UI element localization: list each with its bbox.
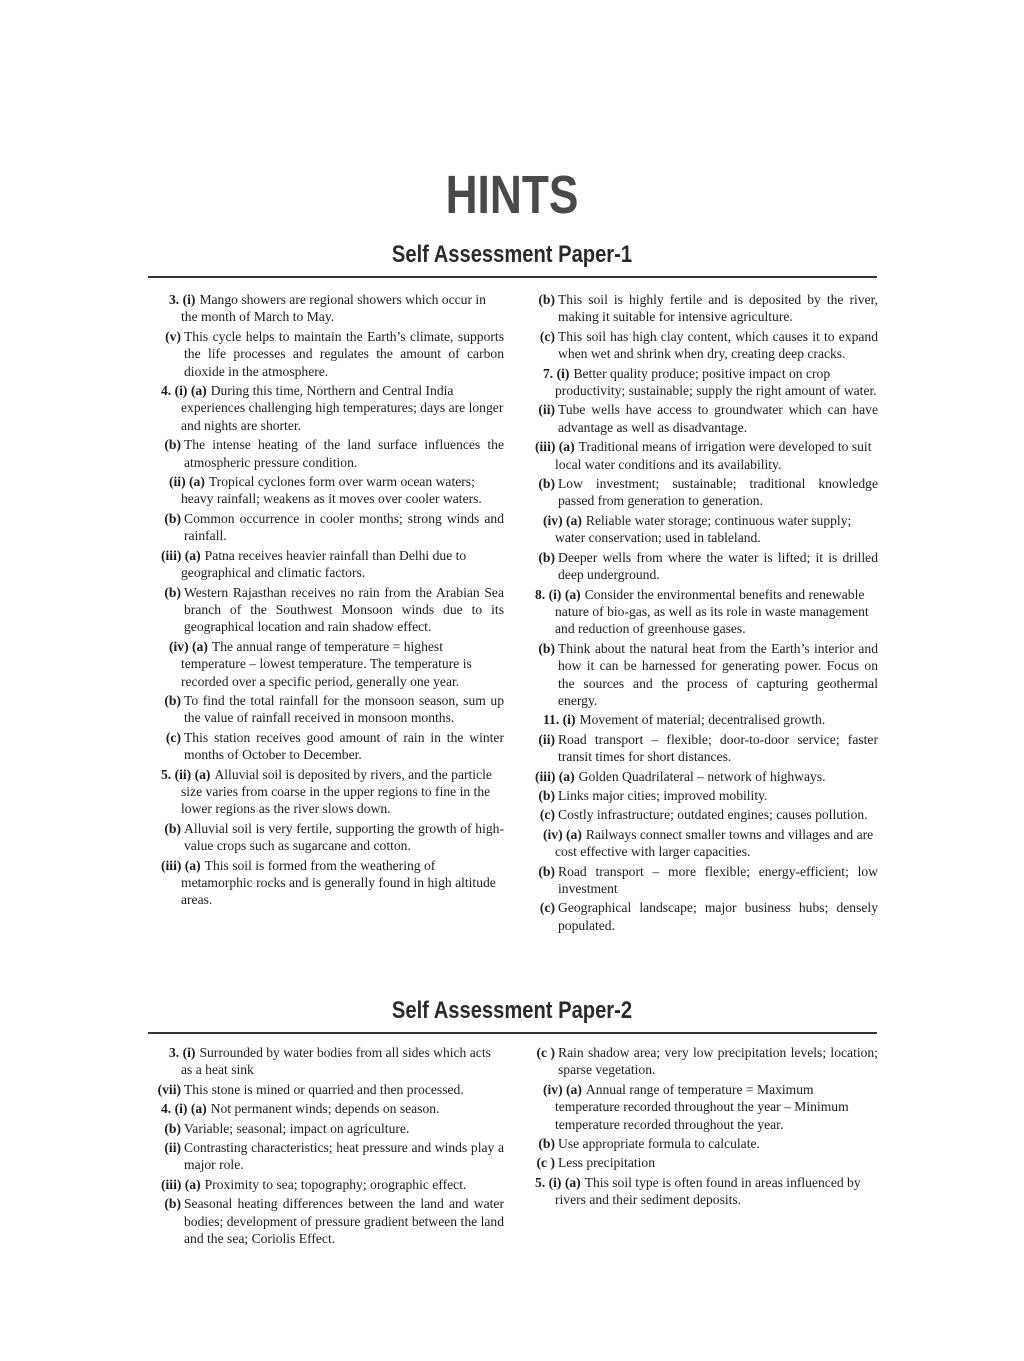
hint-number: (iv) (a) xyxy=(169,638,208,654)
hint-text: Better quality produce; positive impact on crop productivity; sustainable; supply the right amount of water. xyxy=(555,365,877,399)
hint-number: (iii) (a) xyxy=(161,1176,201,1192)
hint-text: Costly infrastructure; outdated engines; causes pollution. xyxy=(558,807,868,823)
hint-text: This soil has high clay content, which causes it to expand when wet and shrink when dry, creating deep cracks. xyxy=(558,328,878,362)
hint-item xyxy=(522,1174,878,1209)
hint-item xyxy=(148,638,504,690)
hint-text: Railways connect smaller towns and villages and are cost effective with larger capacities. xyxy=(555,826,874,860)
hint-number: (b) xyxy=(538,787,555,803)
hint-item xyxy=(148,328,504,380)
hint-text: Traditional means of irrigation were developed to suit local water conditions and its availability. xyxy=(555,439,872,472)
hint-number: (c) xyxy=(539,807,555,823)
hint-text: Rain shadow area; very low precipitation levels; location; sparse vegetation. xyxy=(558,1045,878,1078)
hint-number: (iii) (a) xyxy=(535,439,575,455)
hint-item xyxy=(522,1044,878,1079)
hint-text: Proximity to sea; topography; orographic effect. xyxy=(204,1176,467,1192)
hint-item xyxy=(148,766,504,818)
hint-item xyxy=(522,826,878,861)
hint-item xyxy=(522,1154,878,1171)
hint-item xyxy=(148,692,504,727)
hint-number: (iv) (a) xyxy=(543,512,582,528)
hint-item xyxy=(522,401,878,436)
hint-text: Golden Quadrilateral – network of highways. xyxy=(578,768,826,784)
hint-text: Less precipitation xyxy=(558,1155,656,1171)
hint-text: Mango showers are regional showers which occur in the month of March to May. xyxy=(181,292,486,325)
hint-text: Low investment; sustainable; traditional knowledge passed from generation to generation. xyxy=(558,476,878,509)
hint-text: Use appropriate formula to calculate. xyxy=(558,1136,760,1152)
hint-item xyxy=(148,510,504,545)
hint-item xyxy=(148,1139,504,1174)
hint-item xyxy=(522,899,878,934)
hint-text: Western Rajasthan receives no rain from the Arabian Sea branch of the Southwest Monsoon winds due to its geographical location and rain shadow effect. xyxy=(184,584,504,635)
hint-text: To find the total rainfall for the monsoon season, sum up the value of rainfall received in monsoon months. xyxy=(184,692,504,726)
hint-item xyxy=(522,1135,878,1152)
hint-number: 8. (i) (a) xyxy=(535,586,581,602)
hint-number: (b) xyxy=(538,863,555,879)
hint-number: (ii) xyxy=(538,731,555,747)
paper-1-right-column xyxy=(522,291,878,936)
hint-number: (b) xyxy=(164,437,181,453)
hint-number: (c ) xyxy=(536,1155,555,1171)
hint-text: This station receives good amount of rain in the winter months of October to December. xyxy=(184,729,504,763)
hint-text: Patna receives heavier rainfall than Delhi due to geographical and climatic factors. xyxy=(181,547,467,581)
hint-number: (ii) xyxy=(538,402,555,418)
hint-text: Think about the natural heat from the Earth’s interior and how it can be harnessed for generating power. Focus on the sources and the process of capturing geothermal energy. xyxy=(558,640,878,708)
paper-2-right-column xyxy=(522,1044,878,1211)
hint-item xyxy=(522,787,878,804)
hint-item xyxy=(148,1081,504,1098)
hint-text: Common occurrence in cooler months; strong winds and rainfall. xyxy=(184,510,504,544)
hint-number: (b) xyxy=(538,549,555,565)
hint-item xyxy=(148,1044,504,1079)
hint-number: (ii) (a) xyxy=(169,474,205,490)
hint-number: (ii) xyxy=(164,1140,181,1156)
hint-number: 5. (ii) (a) xyxy=(161,766,211,782)
hint-item xyxy=(148,1120,504,1137)
hint-text: Road transport – flexible; door-to-door service; faster transit times for short distances. xyxy=(558,731,878,765)
hint-number: (c) xyxy=(539,900,555,916)
hint-number: 3. (i) xyxy=(169,292,196,307)
hint-number: (c) xyxy=(165,729,181,745)
hint-text: Links major cities; improved mobility. xyxy=(558,787,768,803)
section-divider xyxy=(148,276,877,278)
hint-number: (c ) xyxy=(536,1045,555,1060)
hint-item xyxy=(148,473,504,508)
section-divider xyxy=(148,1032,877,1034)
hint-item xyxy=(522,731,878,766)
hint-item xyxy=(522,475,878,510)
hint-item xyxy=(148,291,504,326)
hint-number: (b) xyxy=(164,692,181,708)
hint-text: The annual range of temperature = highest temperature – lowest temperature. The temperature is recorded over a specific period, generally one year. xyxy=(181,638,472,689)
hint-number: (iv) (a) xyxy=(543,826,582,842)
hint-item xyxy=(148,857,504,909)
hint-item xyxy=(148,547,504,582)
hint-item xyxy=(522,291,878,326)
hint-item xyxy=(522,806,878,823)
hint-item xyxy=(522,768,878,785)
hint-number: 5. (i) (a) xyxy=(535,1174,581,1190)
hint-number: (c) xyxy=(539,328,555,344)
hint-item xyxy=(522,863,878,898)
hint-number: (b) xyxy=(538,1136,555,1152)
page-title: HINTS xyxy=(445,165,579,225)
hint-item xyxy=(522,512,878,547)
hint-number: (vii) xyxy=(157,1081,181,1097)
hint-text: Consider the environmental benefits and renewable nature of bio-gas, as well as its role in waste management and reduction of greenhouse gases. xyxy=(555,586,869,637)
hint-number: (iii) (a) xyxy=(535,768,575,784)
hint-text: The intense heating of the land surface influences the atmospheric pressure condition. xyxy=(184,437,504,470)
hint-number: (iii) (a) xyxy=(161,547,201,563)
hint-item xyxy=(522,586,878,638)
hint-number: (b) xyxy=(538,292,555,307)
section-title-paper-2: Self Assessment Paper-2 xyxy=(391,997,633,1024)
hint-number: 11. (i) xyxy=(543,712,576,728)
hint-item xyxy=(522,365,878,400)
hint-text: Alluvial soil is very fertile, supporting the growth of high-value crops such as sugarcane and cotton. xyxy=(184,820,504,854)
hint-text: Road transport – more flexible; energy-efficient; low investment xyxy=(558,863,878,896)
hint-number: (iv) (a) xyxy=(543,1081,582,1097)
paper-1-left-column xyxy=(148,291,504,911)
hint-text: Not permanent winds; depends on season. xyxy=(210,1101,440,1117)
hint-text: Tropical cyclones form over warm ocean waters; heavy rainfall; weakens as it moves over cooler waters. xyxy=(181,474,482,507)
hint-item xyxy=(148,584,504,636)
hint-number: 3. (i) xyxy=(169,1045,196,1060)
hint-text: Geographical landscape; major business hubs; densely populated. xyxy=(558,900,878,933)
hint-text: Alluvial soil is deposited by rivers, and the particle size varies from coarse in the upper regions to fine in the lower regions as the river slows down. xyxy=(181,766,492,817)
hint-text: Surrounded by water bodies from all sides which acts as a heat sink xyxy=(181,1045,491,1078)
hint-number: (iii) (a) xyxy=(161,857,201,873)
hint-number: 4. (i) (a) xyxy=(161,1101,207,1117)
hint-item xyxy=(522,549,878,584)
hint-text: Variable; seasonal; impact on agriculture. xyxy=(184,1120,410,1136)
hint-text: Seasonal heating differences between the land and water bodies; development of pressure gradient between the land and the sea; Coriolis Effect. xyxy=(184,1196,504,1247)
hint-number: (b) xyxy=(164,1120,181,1136)
hint-item xyxy=(148,1100,504,1117)
hint-item xyxy=(522,640,878,710)
hint-number: (b) xyxy=(164,1196,181,1212)
hint-number: (b) xyxy=(164,820,181,836)
hint-text: Annual range of temperature = Maximum temperature recorded throughout the year – Minimum temperature recorded throughout the year. xyxy=(555,1081,849,1132)
hint-item xyxy=(148,382,504,434)
hint-item xyxy=(148,729,504,764)
hint-text: This soil is highly fertile and is deposited by the river, making it suitable for intensive agriculture. xyxy=(558,292,878,325)
hint-text: This soil is formed from the weathering of metamorphic rocks and is generally found in high altitude areas. xyxy=(181,857,496,908)
hint-number: 7. (i) xyxy=(543,365,570,381)
paper-2-left-column xyxy=(148,1044,504,1249)
hint-number: (b) xyxy=(164,510,181,526)
hint-item xyxy=(148,820,504,855)
hint-item xyxy=(522,328,878,363)
hint-number: (b) xyxy=(538,476,555,492)
hint-item xyxy=(148,1195,504,1247)
hint-item xyxy=(522,711,878,728)
hint-text: Tube wells have access to groundwater which can have advantage as well as disadvantage. xyxy=(558,402,878,435)
hint-number: (b) xyxy=(164,584,181,600)
hint-text: Deeper wells from where the water is lifted; it is drilled deep underground. xyxy=(558,549,878,583)
hint-item xyxy=(148,1176,504,1193)
hint-number: 4. (i) (a) xyxy=(161,383,207,399)
hint-number: (v) xyxy=(165,328,181,344)
hint-text: This soil type is often found in areas influenced by rivers and their sediment deposits. xyxy=(555,1174,861,1208)
hint-text: Contrasting characteristics; heat pressure and winds play a major role. xyxy=(184,1140,504,1173)
hint-item xyxy=(148,436,504,471)
hint-text: Movement of material; decentralised growth. xyxy=(579,712,826,728)
hint-text: This stone is mined or quarried and then processed. xyxy=(184,1081,464,1097)
hint-item xyxy=(522,1081,878,1133)
hint-text: This cycle helps to maintain the Earth’s climate, supports the life processes and regulates the amount of carbon dioxide in the atmosphere. xyxy=(184,328,504,379)
hint-text: During this time, Northern and Central India experiences challenging high temperatures; days are longer and nights are shorter. xyxy=(181,383,504,433)
hint-item xyxy=(522,438,878,473)
hint-number: (b) xyxy=(538,640,555,656)
hint-text: Reliable water storage; continuous water supply; water conservation; used in tableland. xyxy=(555,512,852,546)
section-title-paper-1: Self Assessment Paper-1 xyxy=(391,241,633,268)
